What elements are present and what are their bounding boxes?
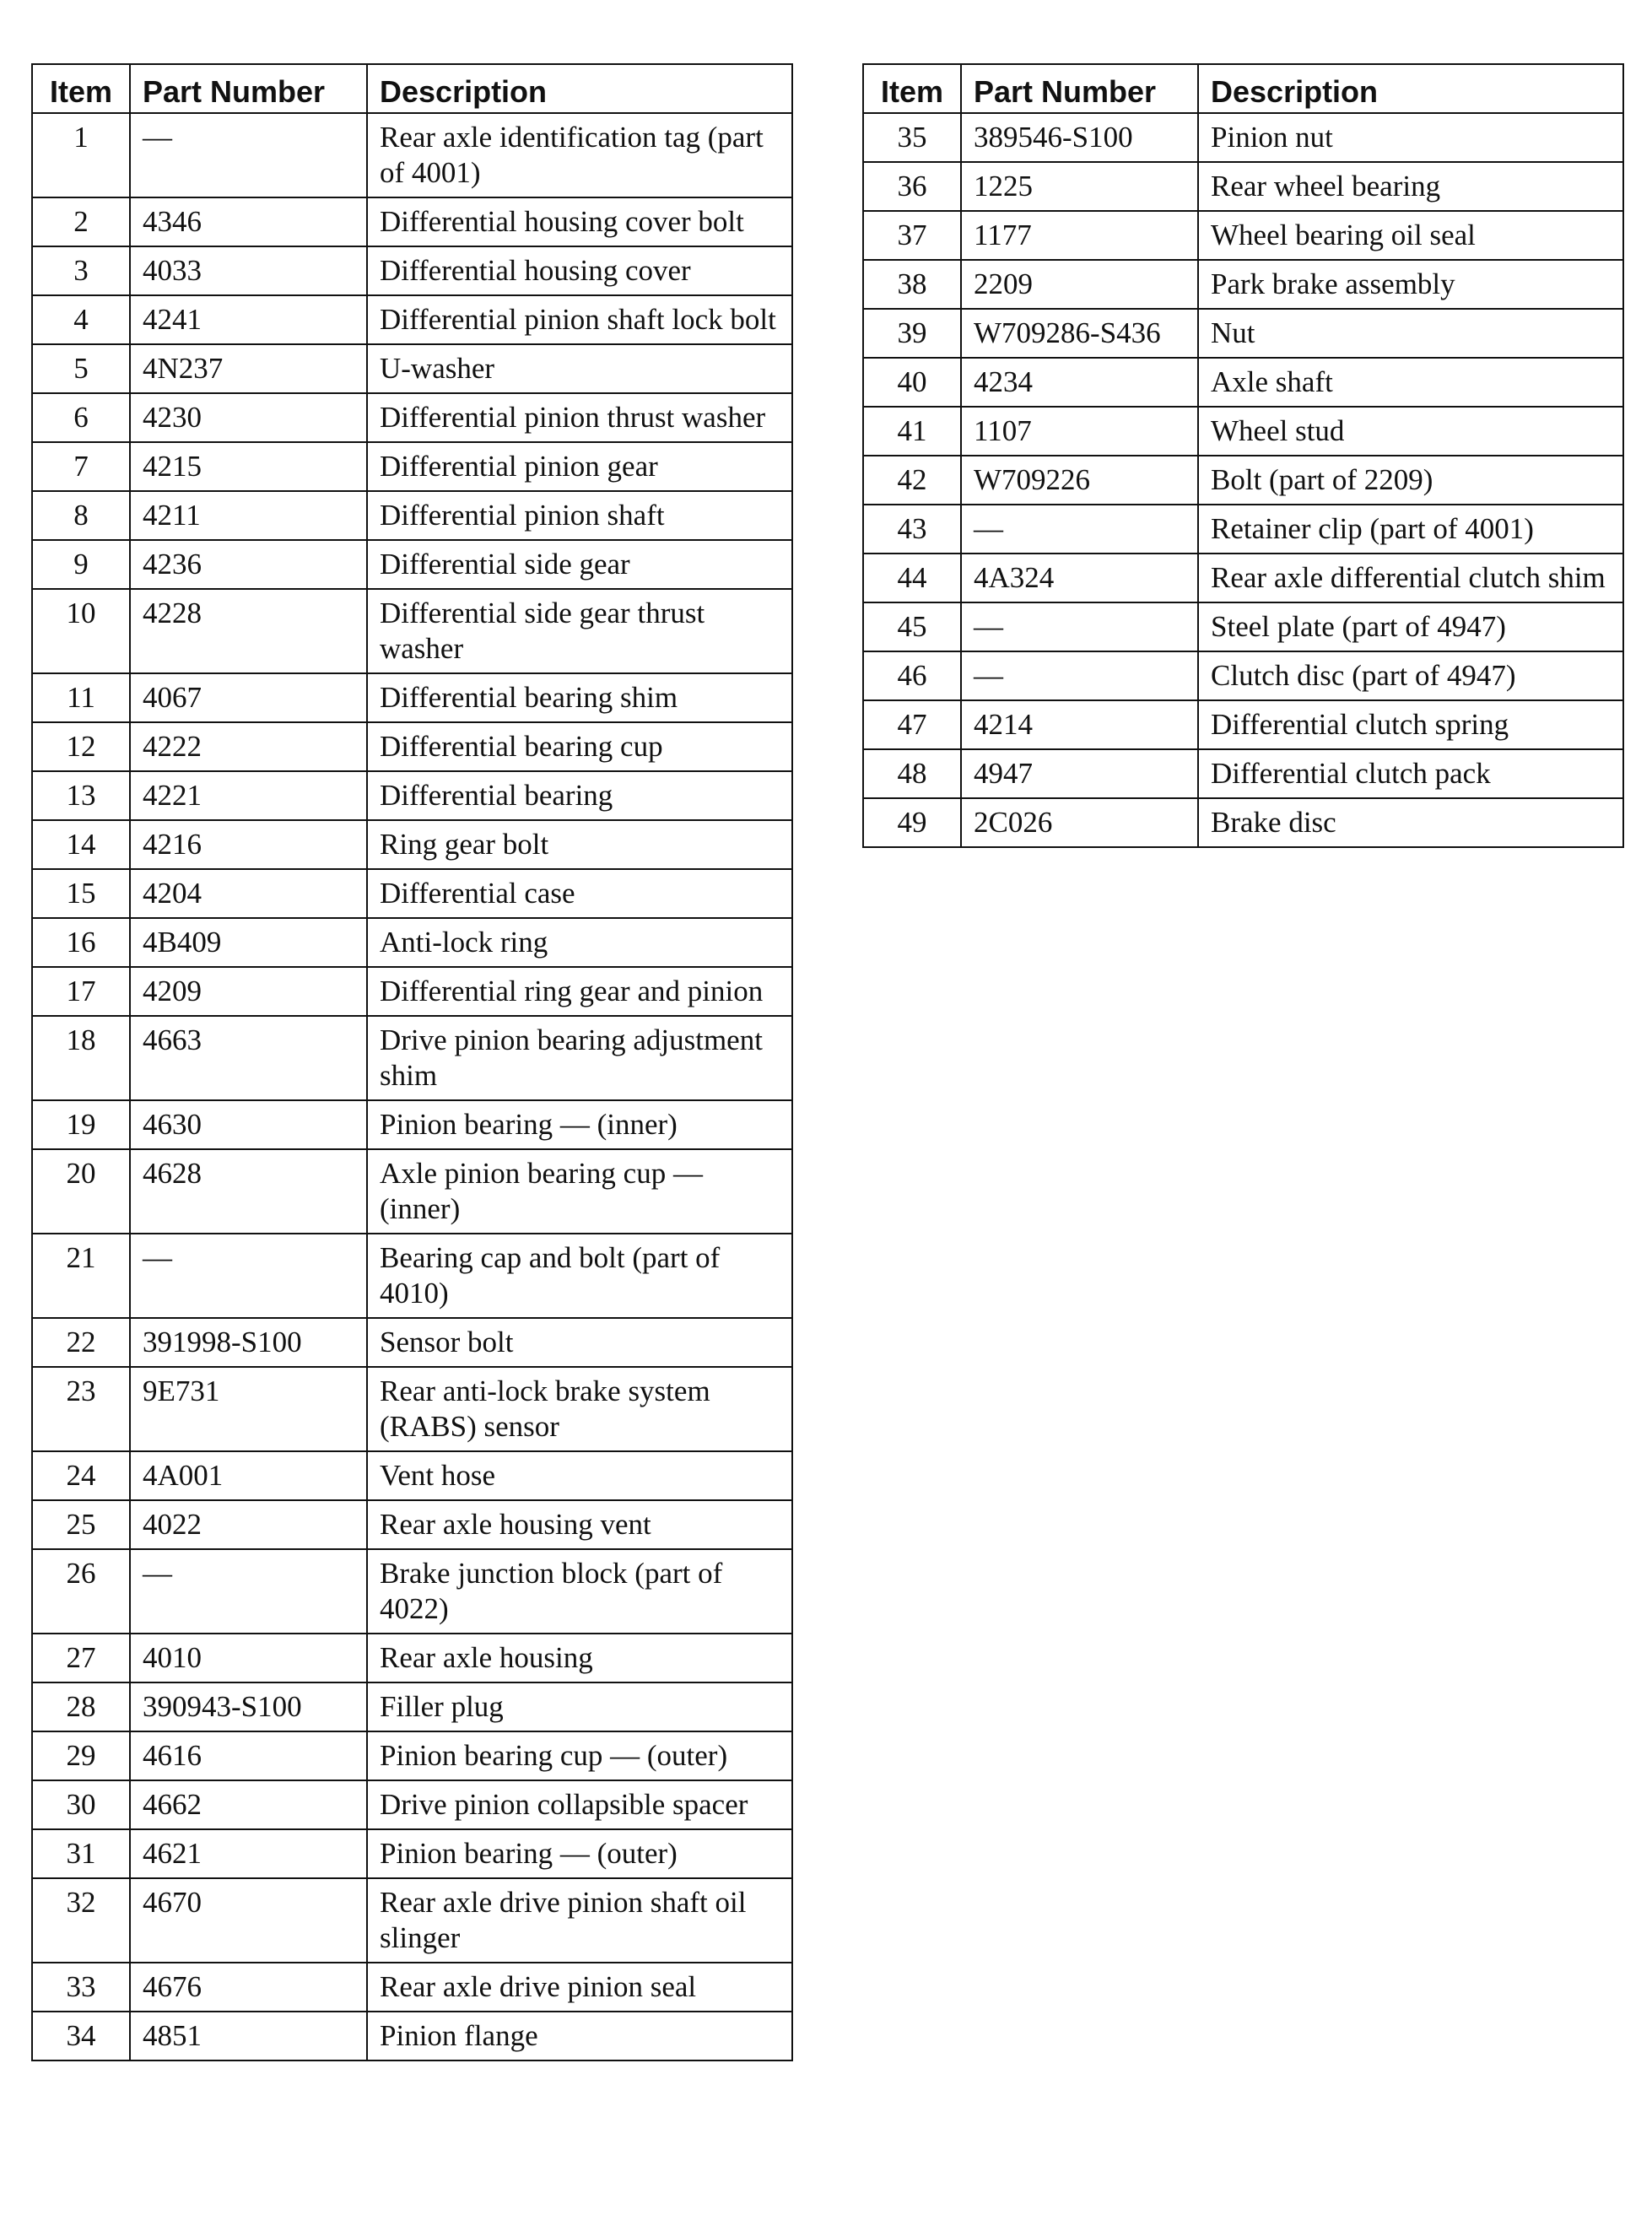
part-number-cell: 4A324 xyxy=(961,554,1198,602)
table-row xyxy=(32,1878,792,1963)
description-cell: Bolt (part of 2209) xyxy=(1198,456,1623,505)
header-item: Item xyxy=(863,64,961,113)
table-row xyxy=(32,1829,792,1878)
description-cell: Rear axle drive pinion seal xyxy=(367,1963,792,2012)
description-cell: Wheel bearing oil seal xyxy=(1198,211,1623,260)
table-row xyxy=(32,673,792,722)
table-row xyxy=(863,358,1623,407)
item-number-cell: 49 xyxy=(863,798,961,847)
part-number-cell: 4A001 xyxy=(130,1451,367,1500)
item-number-cell: 32 xyxy=(32,1878,130,1963)
part-number-cell: 4241 xyxy=(130,295,367,344)
description-cell: Rear wheel bearing xyxy=(1198,162,1623,211)
part-number-cell: 4851 xyxy=(130,2012,367,2060)
description-cell: Differential side gear thrust washer xyxy=(367,589,792,673)
description-cell: Pinion nut xyxy=(1198,113,1623,162)
table-row xyxy=(863,798,1623,847)
item-number-cell: 25 xyxy=(32,1500,130,1549)
description-cell: Differential pinion thrust washer xyxy=(367,393,792,442)
description-cell: Differential bearing xyxy=(367,771,792,820)
description-cell: Vent hose xyxy=(367,1451,792,1500)
part-number-cell: — xyxy=(961,505,1198,554)
part-number-cell: 4663 xyxy=(130,1016,367,1100)
table-row xyxy=(863,554,1623,602)
item-number-cell: 10 xyxy=(32,589,130,673)
part-number-cell: 4204 xyxy=(130,869,367,918)
item-number-cell: 11 xyxy=(32,673,130,722)
item-number-cell: 26 xyxy=(32,1549,130,1634)
table-row xyxy=(32,491,792,540)
item-number-cell: 31 xyxy=(32,1829,130,1878)
part-number-cell: 4222 xyxy=(130,722,367,771)
header-part-number: Part Number xyxy=(961,64,1198,113)
table-row xyxy=(32,1318,792,1367)
item-number-cell: 20 xyxy=(32,1149,130,1234)
table-row xyxy=(32,197,792,246)
table-row xyxy=(863,749,1623,798)
part-number-cell: 390943-S100 xyxy=(130,1682,367,1731)
item-number-cell: 44 xyxy=(863,554,961,602)
table-row xyxy=(32,820,792,869)
part-number-cell: 4621 xyxy=(130,1829,367,1878)
table-row xyxy=(32,589,792,673)
part-number-cell: 4221 xyxy=(130,771,367,820)
table-row xyxy=(863,260,1623,309)
part-number-cell: W709286-S436 xyxy=(961,309,1198,358)
table-row xyxy=(863,602,1623,651)
table-row xyxy=(32,113,792,197)
description-cell: Differential side gear xyxy=(367,540,792,589)
description-cell: Rear anti-lock brake system (RABS) sensor xyxy=(367,1367,792,1451)
part-number-cell: 1177 xyxy=(961,211,1198,260)
part-number-cell: 4033 xyxy=(130,246,367,295)
table-row xyxy=(32,1780,792,1829)
item-number-cell: 18 xyxy=(32,1016,130,1100)
item-number-cell: 33 xyxy=(32,1963,130,2012)
item-number-cell: 8 xyxy=(32,491,130,540)
description-cell: U-washer xyxy=(367,344,792,393)
item-number-cell: 46 xyxy=(863,651,961,700)
part-number-cell: 4211 xyxy=(130,491,367,540)
description-cell: Drive pinion collapsible spacer xyxy=(367,1780,792,1829)
part-number-cell: W709226 xyxy=(961,456,1198,505)
description-cell: Brake disc xyxy=(1198,798,1623,847)
parts-table-right xyxy=(862,63,1624,848)
item-number-cell: 19 xyxy=(32,1100,130,1149)
item-number-cell: 36 xyxy=(863,162,961,211)
table-header-row xyxy=(32,64,792,113)
item-number-cell: 40 xyxy=(863,358,961,407)
table-row xyxy=(32,967,792,1016)
table-row xyxy=(32,344,792,393)
part-number-cell: 4628 xyxy=(130,1149,367,1234)
header-description: Description xyxy=(1198,64,1623,113)
table-row xyxy=(32,540,792,589)
part-number-cell: 4947 xyxy=(961,749,1198,798)
description-cell: Pinion flange xyxy=(367,2012,792,2060)
item-number-cell: 2 xyxy=(32,197,130,246)
item-number-cell: 34 xyxy=(32,2012,130,2060)
description-cell: Axle shaft xyxy=(1198,358,1623,407)
item-number-cell: 47 xyxy=(863,700,961,749)
table-row xyxy=(32,1100,792,1149)
description-cell: Differential bearing cup xyxy=(367,722,792,771)
item-number-cell: 16 xyxy=(32,918,130,967)
item-number-cell: 29 xyxy=(32,1731,130,1780)
description-cell: Rear axle housing vent xyxy=(367,1500,792,1549)
table-row xyxy=(863,505,1623,554)
parts-table-left-body xyxy=(32,113,792,2060)
description-cell: Nut xyxy=(1198,309,1623,358)
description-cell: Differential clutch spring xyxy=(1198,700,1623,749)
description-cell: Brake junction block (part of 4022) xyxy=(367,1549,792,1634)
table-row xyxy=(32,771,792,820)
part-number-cell: 4215 xyxy=(130,442,367,491)
item-number-cell: 37 xyxy=(863,211,961,260)
part-number-cell: 4067 xyxy=(130,673,367,722)
part-number-cell: 4B409 xyxy=(130,918,367,967)
part-number-cell: 4209 xyxy=(130,967,367,1016)
item-number-cell: 28 xyxy=(32,1682,130,1731)
table-row xyxy=(863,651,1623,700)
part-number-cell: 1225 xyxy=(961,162,1198,211)
item-number-cell: 21 xyxy=(32,1234,130,1318)
description-cell: Retainer clip (part of 4001) xyxy=(1198,505,1623,554)
item-number-cell: 9 xyxy=(32,540,130,589)
part-number-cell: 4010 xyxy=(130,1634,367,1682)
parts-table-left xyxy=(31,63,793,2061)
part-number-cell: 1107 xyxy=(961,407,1198,456)
description-cell: Differential ring gear and pinion xyxy=(367,967,792,1016)
item-number-cell: 45 xyxy=(863,602,961,651)
part-number-cell: 4234 xyxy=(961,358,1198,407)
table-row xyxy=(32,1634,792,1682)
table-row xyxy=(32,1500,792,1549)
item-number-cell: 43 xyxy=(863,505,961,554)
item-number-cell: 12 xyxy=(32,722,130,771)
description-cell: Differential bearing shim xyxy=(367,673,792,722)
description-cell: Differential pinion shaft lock bolt xyxy=(367,295,792,344)
item-number-cell: 6 xyxy=(32,393,130,442)
item-number-cell: 17 xyxy=(32,967,130,1016)
table-row xyxy=(32,1731,792,1780)
part-number-cell: 389546-S100 xyxy=(961,113,1198,162)
part-number-cell: 4N237 xyxy=(130,344,367,393)
part-number-cell: 4346 xyxy=(130,197,367,246)
description-cell: Wheel stud xyxy=(1198,407,1623,456)
item-number-cell: 38 xyxy=(863,260,961,309)
part-number-cell: 4236 xyxy=(130,540,367,589)
item-number-cell: 35 xyxy=(863,113,961,162)
description-cell: Pinion bearing cup — (outer) xyxy=(367,1731,792,1780)
part-number-cell: 4616 xyxy=(130,1731,367,1780)
table-row xyxy=(32,246,792,295)
table-row xyxy=(863,700,1623,749)
table-row xyxy=(32,295,792,344)
item-number-cell: 15 xyxy=(32,869,130,918)
item-number-cell: 24 xyxy=(32,1451,130,1500)
item-number-cell: 27 xyxy=(32,1634,130,1682)
table-row xyxy=(32,1149,792,1234)
description-cell: Differential housing cover xyxy=(367,246,792,295)
item-number-cell: 30 xyxy=(32,1780,130,1829)
part-number-cell: 4676 xyxy=(130,1963,367,2012)
table-row xyxy=(863,309,1623,358)
description-cell: Rear axle drive pinion shaft oil slinger xyxy=(367,1878,792,1963)
item-number-cell: 3 xyxy=(32,246,130,295)
description-cell: Differential case xyxy=(367,869,792,918)
part-number-cell: 4670 xyxy=(130,1878,367,1963)
description-cell: Pinion bearing — (outer) xyxy=(367,1829,792,1878)
item-number-cell: 14 xyxy=(32,820,130,869)
part-number-cell: 2209 xyxy=(961,260,1198,309)
item-number-cell: 42 xyxy=(863,456,961,505)
table-row xyxy=(32,1451,792,1500)
item-number-cell: 7 xyxy=(32,442,130,491)
table-row xyxy=(32,722,792,771)
part-number-cell: 4230 xyxy=(130,393,367,442)
table-row xyxy=(32,1234,792,1318)
table-row xyxy=(32,2012,792,2060)
description-cell: Clutch disc (part of 4947) xyxy=(1198,651,1623,700)
description-cell: Axle pinion bearing cup — (inner) xyxy=(367,1149,792,1234)
description-cell: Bearing cap and bolt (part of 4010) xyxy=(367,1234,792,1318)
part-number-cell: 4662 xyxy=(130,1780,367,1829)
item-number-cell: 41 xyxy=(863,407,961,456)
description-cell: Anti-lock ring xyxy=(367,918,792,967)
table-row xyxy=(863,211,1623,260)
part-number-cell: — xyxy=(130,113,367,197)
description-cell: Differential pinion gear xyxy=(367,442,792,491)
table-header-row xyxy=(863,64,1623,113)
part-number-cell: 4216 xyxy=(130,820,367,869)
header-part-number: Part Number xyxy=(130,64,367,113)
description-cell: Steel plate (part of 4947) xyxy=(1198,602,1623,651)
description-cell: Rear axle identification tag (part of 4001) xyxy=(367,113,792,197)
description-cell: Filler plug xyxy=(367,1682,792,1731)
description-cell: Differential clutch pack xyxy=(1198,749,1623,798)
description-cell: Rear axle housing xyxy=(367,1634,792,1682)
part-number-cell: 4022 xyxy=(130,1500,367,1549)
item-number-cell: 23 xyxy=(32,1367,130,1451)
part-number-cell: 2C026 xyxy=(961,798,1198,847)
part-number-cell: — xyxy=(961,651,1198,700)
item-number-cell: 5 xyxy=(32,344,130,393)
part-number-cell: 4228 xyxy=(130,589,367,673)
part-number-cell: — xyxy=(961,602,1198,651)
description-cell: Park brake assembly xyxy=(1198,260,1623,309)
table-row xyxy=(32,869,792,918)
table-row xyxy=(863,113,1623,162)
table-row xyxy=(32,1367,792,1451)
item-number-cell: 1 xyxy=(32,113,130,197)
item-number-cell: 48 xyxy=(863,749,961,798)
description-cell: Differential housing cover bolt xyxy=(367,197,792,246)
part-number-cell: — xyxy=(130,1234,367,1318)
description-cell: Ring gear bolt xyxy=(367,820,792,869)
table-row xyxy=(863,162,1623,211)
part-number-cell: 391998-S100 xyxy=(130,1318,367,1367)
description-cell: Drive pinion bearing adjustment shim xyxy=(367,1016,792,1100)
description-cell: Differential pinion shaft xyxy=(367,491,792,540)
table-row xyxy=(32,1682,792,1731)
table-row xyxy=(32,918,792,967)
item-number-cell: 4 xyxy=(32,295,130,344)
table-row xyxy=(32,442,792,491)
table-row xyxy=(32,1549,792,1634)
parts-table-right-body xyxy=(863,113,1623,847)
header-description: Description xyxy=(367,64,792,113)
part-number-cell: — xyxy=(130,1549,367,1634)
header-item: Item xyxy=(32,64,130,113)
part-number-cell: 9E731 xyxy=(130,1367,367,1451)
description-cell: Rear axle differential clutch shim xyxy=(1198,554,1623,602)
item-number-cell: 22 xyxy=(32,1318,130,1367)
table-row xyxy=(32,1963,792,2012)
table-row xyxy=(32,1016,792,1100)
description-cell: Sensor bolt xyxy=(367,1318,792,1367)
part-number-cell: 4214 xyxy=(961,700,1198,749)
table-row xyxy=(863,456,1623,505)
table-row xyxy=(863,407,1623,456)
part-number-cell: 4630 xyxy=(130,1100,367,1149)
description-cell: Pinion bearing — (inner) xyxy=(367,1100,792,1149)
item-number-cell: 13 xyxy=(32,771,130,820)
table-row xyxy=(32,393,792,442)
item-number-cell: 39 xyxy=(863,309,961,358)
